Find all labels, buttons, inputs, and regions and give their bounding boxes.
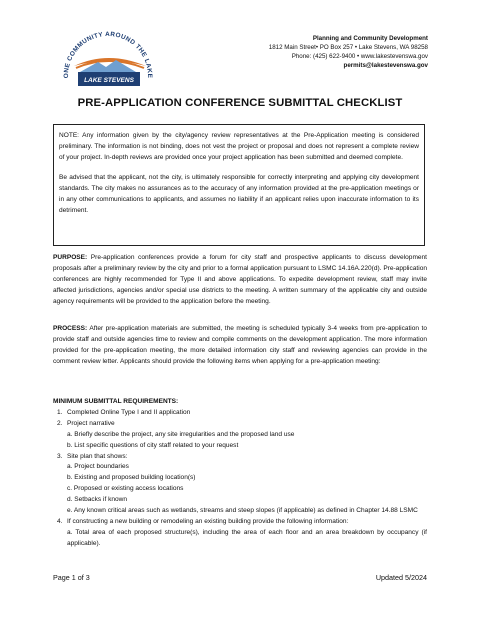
sub-item: e. Any known critical areas such as wetlands, streams and steep slopes (if applicable) as defined in Chapter 14.88 LSMC [67,507,418,515]
process-label: PROCESS: [53,325,88,332]
item-number: 3. [57,452,63,460]
requirements-section [53,397,427,550]
page-title: PRE-APPLICATION CONFERENCE SUBMITTAL CHECKLIST [77,97,403,109]
item-text: Project narrative [67,419,115,427]
disclaimer-paragraph-2: Be advised that the applicant, not the city, is ultimately responsible for correctly interpreting and applying city development standards. The city makes no assurances as to the accuracy of any information provided at the pre-application meetings or in any other communications to applicants, and assumes no liability if an applicant relies upon inaccurate information to its detriment. [59,173,419,215]
requirement-item [53,419,427,452]
logo-city-text: LAKE STEVENS [84,77,134,84]
item-text: If constructing a new building or remodeling an existing building provide the following information: [67,517,349,525]
requirement-item [53,517,427,550]
sub-item: c. Proposed or existing access locations [67,485,184,493]
requirements-heading: MINIMUM SUBMITTAL REQUIREMENTS: [53,398,179,405]
sub-item: a. Total area of each proposed structure(s), including the area of each floor and an area breakdown by occupancy (if applicable). [67,528,427,547]
sub-item: a. Project boundaries [67,463,129,471]
sub-item: b. List specific questions of city staff related to your request [67,441,239,449]
item-text: Completed Online Type I and II application [67,408,191,416]
purpose-section [53,253,427,308]
requirement-item [53,408,427,419]
department-contact[interactable]: Phone: (425) 622-9400 • www.lakestevenswa.gov [291,53,428,61]
city-logo [54,16,162,94]
item-number: 2. [57,419,63,427]
purpose-label: PURPOSE: [53,254,88,261]
item-number: 4. [57,517,63,525]
process-text: After pre-application materials are submitted, the meeting is scheduled typically 3-4 weeks from pre-application to provide staff and outside agencies time to review and compile comments on the development application. The more information provided for the pre-application meeting, the more detailed information city staff and reviewing agencies can provide in the comment review letter. Applicants should provide the following items when applying for a pre-application meeting: [53,325,427,365]
requirement-item [53,452,427,517]
sub-item: a. Briefly describe the project, any site irregularities and the proposed land use [67,430,295,438]
page-number: Page 1 of 3 [53,573,90,582]
logo-arc-text: ONE COMMUNITY AROUND THE LAKE [62,30,154,79]
department-email[interactable]: permits@lakestevenswa.gov [343,62,428,70]
department-name: Planning and Community Development [312,35,428,42]
item-text: Site plan that shows: [67,452,128,460]
sub-item: d. Setbacks if known [67,496,128,504]
item-number: 1. [57,408,63,416]
process-section [53,324,427,368]
department-header [269,34,428,70]
disclaimer-paragraph-1: NOTE: Any information given by the city/agency review representatives at the Pre-Application meeting is considered preliminary. The information is not binding, does not vest the project or proposal and does not represent a complete review of your project. In-depth reviews are provided once your project application has been submitted and deemed complete. [59,132,419,162]
sub-item: b. Existing and proposed building location(s) [67,474,196,482]
disclaimer-box [53,124,425,246]
department-address: 1812 Main Street• PO Box 257 • Lake Stevens, WA 98258 [268,44,428,52]
purpose-text: Pre-application conferences provide a forum for city staff and prospective applicants to discuss development proposals after a preliminary review by the city and prior to a formal application pursuant to LSMC 14.16A.220(d). Pre-application conferences are highly recommended for Type II and above applications. To expedite development review, staff may invite affected jurisdictions, agencies and/or special use districts to the meeting. A written summary of the applicable city and outside agency requirements will be provided to the application before the meeting. [53,254,427,305]
updated-date: Updated 5/2024 [375,573,427,582]
